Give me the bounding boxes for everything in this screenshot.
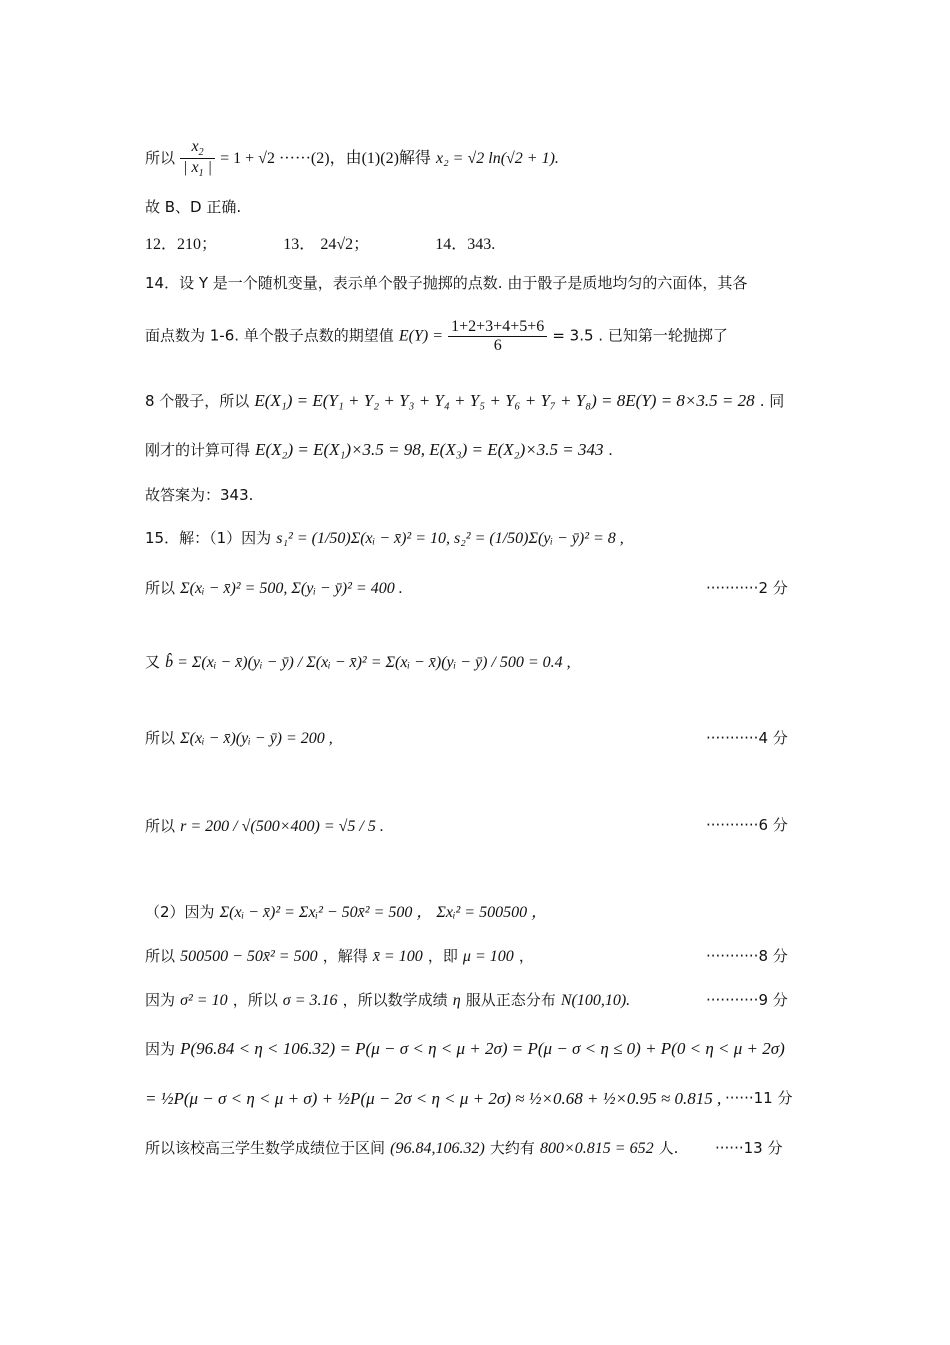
answer-14: 14．343. bbox=[435, 236, 496, 253]
line-5: 面点数为 1-6. 单个骰子点数的期望值 E(Y) = $\frac{1+2+3+4+5+6}{6}$ = 3.5 . 已知第一轮抛掷了 bbox=[145, 318, 728, 354]
eq-expectation-x2-x3: E(X₂) = E(X₁)×3.5 = 98, E(X₃) = E(X₂)×3.5 = 343 bbox=[255, 440, 604, 459]
line-12: 所以 Σ(xᵢ − x̄)(yᵢ − ȳ) = 200 , bbox=[145, 729, 333, 747]
score-13: ······13 分 bbox=[715, 1139, 783, 1157]
answer-13-label: 13． bbox=[283, 236, 316, 253]
line-9: 15．解：（1）因为 s₁² = (1/50)Σ(xᵢ − x̄)² = 10, s₂² = (1/50)Σ(yᵢ − ȳ)² = 8 , bbox=[145, 529, 624, 547]
line-1 bbox=[145, 138, 559, 179]
line-16: 因为 σ² = 10 ，所以 σ = 3.16 ，所以数学成绩 η 服从正态分布 N(100,10). bbox=[145, 991, 631, 1009]
line-8: 故答案为：343. bbox=[145, 486, 254, 504]
eq-line1-mid: = 1 + √2 ······(2)，由(1)(2)解得 bbox=[220, 150, 431, 168]
eq-sum-squares: Σ(xᵢ − x̄)² = 500, Σ(yᵢ − ȳ)² = 400 . bbox=[180, 580, 403, 597]
line-19: 所以该校高三学生数学成绩位于区间 (96.84,106.32) 大约有 800×0.815 = 652 人. bbox=[145, 1139, 679, 1157]
eq-b-hat: b̂ = Σ(xᵢ − x̄)(yᵢ − ȳ) / Σ(xᵢ − x̄)² = Σ(xᵢ − x̄)(yᵢ − ȳ) / 500 = 0.4 , bbox=[165, 654, 571, 671]
answer-13-value: 24√2； bbox=[320, 236, 370, 253]
score-2: ···········2 分 bbox=[706, 579, 788, 597]
text-suoyi: 所以 bbox=[145, 149, 176, 168]
line-2: 故 B、D 正确. bbox=[145, 198, 242, 216]
eq-part2-sums: Σ(xᵢ − x̄)² = Σxᵢ² − 50x̄² = 500 ， Σxᵢ² = 500500 ， bbox=[219, 904, 548, 921]
line-15: 所以 500500 − 50x̄² = 500 ，解得 x̄ = 100 ，即 μ = 100 ， bbox=[145, 947, 534, 965]
line-18 bbox=[145, 1090, 721, 1107]
score-11: ······11 分 bbox=[725, 1089, 793, 1107]
line-6: 8 个骰子，所以 E(X₁) = E(Y₁ + Y₂ + Y₃ + Y₄ + Y₅ + Y₆ + Y₇ + Y₈) = 8E(Y) = 8×3.5 = 28 . 同 bbox=[145, 391, 785, 410]
line-10: 所以 Σ(xᵢ − x̄)² = 500, Σ(yᵢ − ȳ)² = 400 . bbox=[145, 579, 403, 597]
answer-12: 12．210； bbox=[145, 236, 218, 253]
eq-line1-result: x₂ = √2 ln(√2 + 1). bbox=[436, 150, 559, 168]
score-9: ···········9 分 bbox=[706, 991, 788, 1009]
eq-probability: P(96.84 < η < 106.32) = P(μ − σ < η < μ + 2σ) = P(μ − σ < η ≤ 0) + P(0 < η < μ + 2σ) bbox=[180, 1039, 785, 1058]
line-14: （2）因为 Σ(xᵢ − x̄)² = Σxᵢ² − 50x̄² = 500 ， Σxᵢ² = 500500 ， bbox=[145, 903, 548, 921]
eq-probability-value: = ½P(μ − σ < η < μ + σ) + ½P(μ − 2σ < η < μ + 2σ) ≈ ½×0.68 + ½×0.95 ≈ 0.815 , bbox=[145, 1089, 722, 1108]
line-4: 14．设 Y 是一个随机变量，表示单个骰子抛掷的点数. 由于骰子是质地均匀的六面体，其各 bbox=[145, 274, 748, 292]
eq-correlation-r: r = 200 / √(500×400) = √5 / 5 . bbox=[180, 818, 384, 835]
eq-variances: s₁² = (1/50)Σ(xᵢ − x̄)² = 10, s₂² = (1/50)Σ(yᵢ − ȳ)² = 8 , bbox=[276, 530, 624, 547]
eq-expectation-y: E(Y) = bbox=[398, 327, 444, 345]
line-7: 刚才的计算可得 E(X₂) = E(X₁)×3.5 = 98, E(X₃) = E(X₂)×3.5 = 343 . bbox=[145, 440, 613, 459]
fraction-dice-mean: $\frac{1+2+3+4+5+6}{6}$ bbox=[448, 318, 547, 354]
score-6: ···········6 分 bbox=[706, 816, 788, 834]
eq-expectation-x1: E(X₁) = E(Y₁ + Y₂ + Y₃ + Y₄ + Y₅ + Y₆ + Y₇ + Y₈) = 8E(Y) = 8×3.5 = 28 bbox=[254, 391, 755, 410]
line-11: 又 b̂ = Σ(xᵢ − x̄)(yᵢ − ȳ) / Σ(xᵢ − x̄)² = Σ(xᵢ − x̄)(yᵢ − ȳ) / 500 = 0.4 , bbox=[145, 653, 571, 671]
line-17: 因为 P(96.84 < η < 106.32) = P(μ − σ < η < μ + 2σ) = P(μ − σ < η ≤ 0) + P(0 < η < μ + 2σ) bbox=[145, 1039, 785, 1058]
eq-cross-sum: Σ(xᵢ − x̄)(yᵢ − ȳ) = 200 , bbox=[180, 730, 333, 747]
fraction-x2-over-x1: $\frac{x_2}{| x_1 |}$ bbox=[180, 138, 215, 179]
score-4: ···········4 分 bbox=[706, 729, 788, 747]
score-8: ···········8 分 bbox=[706, 947, 788, 965]
line-3 bbox=[145, 236, 495, 253]
line-13: 所以 r = 200 / √(500×400) = √5 / 5 . bbox=[145, 817, 384, 835]
